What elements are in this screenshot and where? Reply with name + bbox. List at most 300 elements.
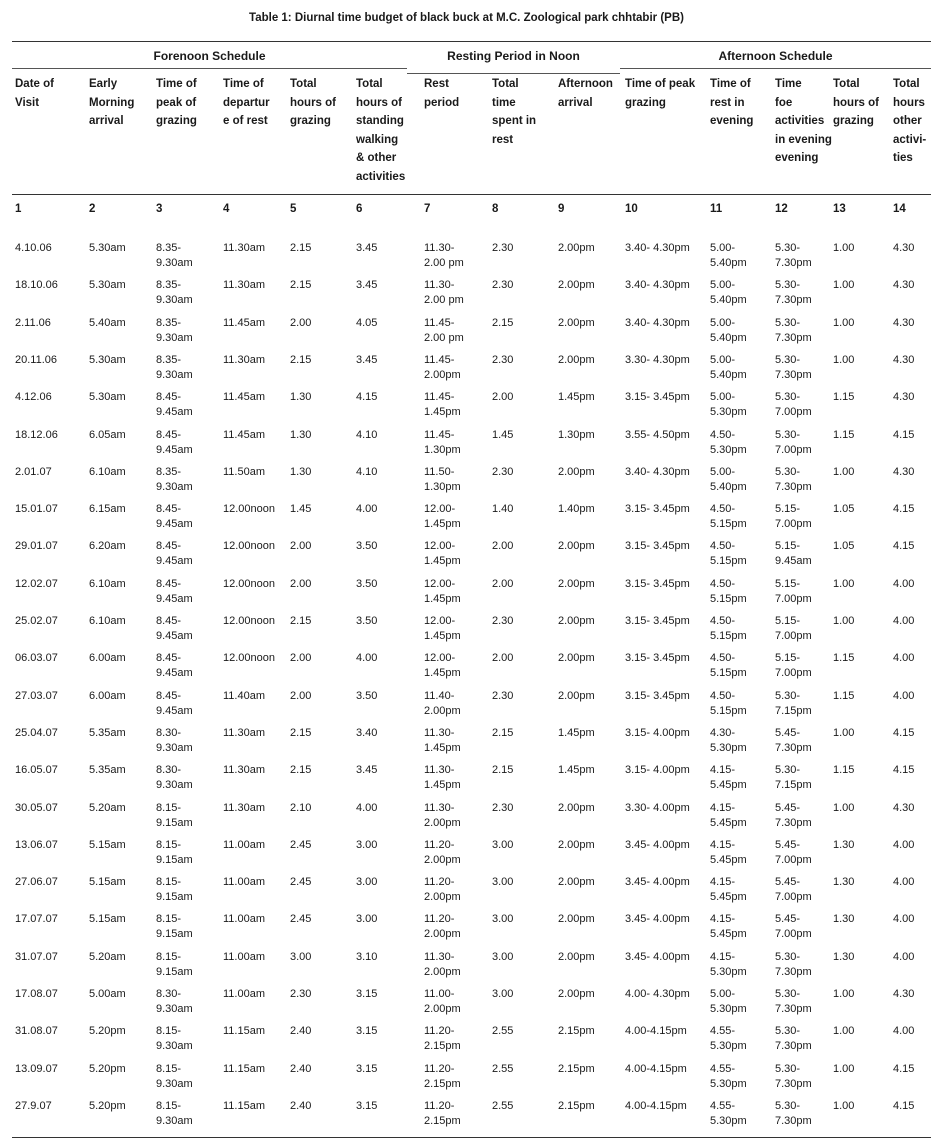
table-cell: 5.45- 7.00pm <box>775 913 812 941</box>
table-cell: 6.20am <box>89 540 126 553</box>
table-cell: 3.00 <box>492 988 514 1000</box>
column-header-line: grazing <box>625 96 666 109</box>
table-cell: 2.00pm <box>558 950 595 963</box>
table-cell: 5.30- 7.30pm <box>775 242 812 269</box>
table-cell: 3.40 <box>356 726 378 739</box>
table-cell: 1.00 <box>833 615 855 627</box>
table-cell: 4.30 <box>893 988 915 1000</box>
table-row <box>0 278 933 316</box>
table-cell: 1.30 <box>290 465 312 478</box>
table-cell: 3.00 <box>492 913 514 926</box>
table-cell: 20.11.06 <box>15 353 58 366</box>
table-cell: 8.15- 9.15am <box>156 876 193 904</box>
table-cell: 11.45am <box>223 428 265 441</box>
table-cell: 4.15 <box>893 726 915 739</box>
table-cell: 3.45- 4.00pm <box>625 950 690 963</box>
group-resting: Resting Period in Noon <box>447 49 580 63</box>
column-header-13 <box>833 75 879 131</box>
column-header-line: Early <box>89 78 118 90</box>
table-cell: 8.45- 9.45am <box>156 391 193 419</box>
table-cell: 4.00 <box>893 950 915 963</box>
column-number: 13 <box>833 203 846 215</box>
table-cell: 29.01.07 <box>15 540 58 553</box>
table-cell: 2.15 <box>290 726 312 739</box>
table-cell: 6.15am <box>89 503 126 516</box>
table-cell: 11.15am <box>223 1025 265 1038</box>
table-cell: 8.35- 9.30am <box>156 465 193 493</box>
table-cell: 5.00- 5.40pm <box>710 242 747 269</box>
table-cell: 2.00pm <box>558 838 595 851</box>
table-cell: 2.00pm <box>558 242 595 254</box>
table-cell: 8.45- 9.45am <box>156 503 193 531</box>
table-cell: 3.50 <box>356 540 378 553</box>
column-number: 1 <box>15 203 22 215</box>
column-number: 8 <box>492 203 499 215</box>
table-cell: 3.50 <box>356 577 378 590</box>
table-cell: 8.15- 9.30am <box>156 1062 193 1090</box>
table-cell: 4.15 <box>893 764 915 777</box>
table-cell: 5.00am <box>89 988 126 1000</box>
table-cell: 3.15 <box>356 1062 378 1075</box>
table-cell: 3.15- 4.00pm <box>625 764 690 777</box>
table-top-rule <box>12 41 931 42</box>
table-cell: 3.40- 4.30pm <box>625 242 690 254</box>
table-cell: 8.30- 9.30am <box>156 764 193 792</box>
table-cell: 2.30 <box>492 242 514 254</box>
column-header-line: Total <box>833 78 860 90</box>
table-cell: 27.06.07 <box>15 876 58 889</box>
table-cell: 5.30am <box>89 279 126 292</box>
table-cell: 11.15am <box>223 1099 265 1112</box>
table-cell: 5.15- 7.00pm <box>775 615 812 642</box>
column-header-line: peak of <box>156 96 197 109</box>
table-cell: 5.20am <box>89 801 126 814</box>
table-row <box>0 1099 933 1137</box>
table-cell: 5.35am <box>89 726 126 739</box>
table-cell: 2.15 <box>492 726 514 739</box>
table-cell: 25.04.07 <box>15 726 58 739</box>
table-cell: 6.00am <box>89 689 126 702</box>
table-cell: 2.00 <box>492 577 514 590</box>
table-cell: 5.40am <box>89 316 126 329</box>
table-cell: 2.00 <box>290 577 312 590</box>
column-header-line: arrival <box>558 96 593 109</box>
column-header-line: ties <box>893 152 913 164</box>
table-cell: 8.15- 9.30am <box>156 1099 193 1127</box>
column-header-line: rest <box>492 133 514 146</box>
table-cell: 11.30- 2.00pm <box>424 801 461 829</box>
header-bottom-rule <box>12 194 931 195</box>
table-cell: 1.00 <box>833 279 855 292</box>
table-cell: 3.00 <box>492 838 514 851</box>
table-cell: 1.00 <box>833 353 855 366</box>
table-cell: 8.45- 9.45am <box>156 689 193 717</box>
column-number: 3 <box>156 203 163 215</box>
group-afternoon: Afternoon Schedule <box>718 49 833 63</box>
table-cell: 11.20- 2.15pm <box>424 1099 461 1127</box>
table-cell: 12.00- 1.45pm <box>424 577 461 605</box>
table-cell: 3.00 <box>356 913 378 926</box>
table-cell: 17.07.07 <box>15 913 58 926</box>
column-header-line: Date of <box>15 78 54 90</box>
table-row <box>0 763 933 801</box>
table-cell: 4.50- 5.15pm <box>710 689 747 717</box>
table-cell: 3.50 <box>356 689 378 702</box>
table-cell: 11.20- 2.00pm <box>424 913 461 941</box>
table-cell: 8.30- 9.30am <box>156 988 193 1015</box>
table-cell: 4.00 <box>893 913 915 926</box>
column-header-line: hours of <box>290 96 336 109</box>
table-cell: 11.50am <box>223 465 265 478</box>
table-cell: 3.00 <box>356 838 378 851</box>
table-cell: 8.45- 9.45am <box>156 577 193 605</box>
table-cell: 3.30- 4.00pm <box>625 801 690 814</box>
table-cell: 2.30 <box>492 353 514 366</box>
table-cell: 3.15- 3.45pm <box>625 615 690 627</box>
table-cell: 4.00 <box>356 503 378 516</box>
table-cell: 4.50- 5.15pm <box>710 615 747 642</box>
table-cell: 5.30am <box>89 242 126 254</box>
table-cell: 5.45- 7.00pm <box>775 838 812 866</box>
column-header-line: hours of <box>833 96 879 109</box>
table-cell: 8.35- 9.30am <box>156 242 193 269</box>
table-cell: 8.30- 9.30am <box>156 726 193 754</box>
table-cell: 11.50- 1.30pm <box>424 465 461 493</box>
table-cell: 27.03.07 <box>15 689 58 702</box>
table-cell: 11.20- 2.00pm <box>424 838 461 866</box>
column-header-line: spent in <box>492 115 537 127</box>
table-cell: 1.00 <box>833 1099 855 1112</box>
column-header-line: foe <box>775 96 793 109</box>
table-cell: 6.10am <box>89 465 126 478</box>
table-cell: 11.30- 1.45pm <box>424 726 461 754</box>
table-cell: 11.30- 2.00pm <box>424 950 461 978</box>
table-cell: 8.35- 9.30am <box>156 353 193 381</box>
table-cell: 1.00 <box>833 316 855 329</box>
table-cell: 2.55 <box>492 1025 514 1038</box>
table-cell: 5.00- 5.40pm <box>710 353 747 381</box>
column-header-2 <box>89 75 134 131</box>
table-cell: 4.00 <box>356 652 378 665</box>
table-cell: 4.15 <box>356 391 378 404</box>
table-cell: 2.00 <box>290 316 312 329</box>
table-cell: 2.00pm <box>558 279 595 292</box>
table-cell: 5.30am <box>89 391 126 404</box>
column-number: 9 <box>558 203 565 215</box>
column-header-1 <box>15 75 54 112</box>
table-cell: 4.30 <box>893 391 915 404</box>
table-row <box>0 465 933 503</box>
table-cell: 4.55- 5.30pm <box>710 1099 747 1127</box>
table-cell: 5.15am <box>89 838 126 851</box>
table-cell: 5.20pm <box>89 1099 126 1112</box>
table-row <box>0 912 933 950</box>
table-cell: 3.15- 3.45pm <box>625 503 690 516</box>
table-row <box>0 950 933 988</box>
table-cell: 3.00 <box>356 876 378 889</box>
table-cell: 5.30- 7.30pm <box>775 1025 812 1053</box>
table-cell: 4.30 <box>893 465 915 478</box>
table-cell: 4.00 <box>893 652 915 665</box>
table-cell: 3.15 <box>356 1099 378 1112</box>
table-cell: 5.45- 7.00pm <box>775 876 812 904</box>
table-row <box>0 689 933 727</box>
table-cell: 8.45- 9.45am <box>156 615 193 642</box>
table-cell: 6.05am <box>89 428 126 441</box>
table-cell: 2.15 <box>492 764 514 777</box>
table-cell: 1.00 <box>833 1062 855 1075</box>
table-cell: 5.00- 5.30pm <box>710 391 747 419</box>
table-row <box>0 838 933 876</box>
table-cell: 2.15 <box>290 353 312 366</box>
table-row <box>0 316 933 354</box>
table-row <box>0 726 933 764</box>
table-cell: 4.30 <box>893 279 915 292</box>
table-cell: 2.00 <box>290 652 312 665</box>
table-cell: 1.30 <box>833 838 855 851</box>
table-cell: 2.00pm <box>558 353 595 366</box>
table-cell: 4.10.06 <box>15 242 52 254</box>
table-cell: 1.05 <box>833 540 855 553</box>
table-cell: 5.15- 7.00pm <box>775 652 812 680</box>
table-cell: 11.45- 2.00pm <box>424 353 461 381</box>
table-cell: 4.00-4.15pm <box>625 1025 687 1038</box>
table-cell: 2.00pm <box>558 540 595 553</box>
table-row <box>0 1024 933 1062</box>
table-cell: 5.30- 7.30pm <box>775 1099 812 1127</box>
column-header-line: grazing <box>156 115 197 127</box>
table-cell: 4.15- 5.45pm <box>710 764 747 792</box>
table-cell: 4.10 <box>356 465 378 478</box>
table-cell: 4.00- 4.30pm <box>625 988 690 1000</box>
table-cell: 2.15pm <box>558 1099 595 1112</box>
table-cell: 3.15- 3.45pm <box>625 652 690 665</box>
table-cell: 8.45- 9.45am <box>156 540 193 568</box>
table-cell: 4.15- 5.45pm <box>710 801 747 829</box>
table-cell: 4.50- 5.15pm <box>710 503 747 531</box>
table-cell: 12.02.07 <box>15 577 58 590</box>
column-header-6 <box>356 75 405 186</box>
table-cell: 1.00 <box>833 577 855 590</box>
column-header-4 <box>223 75 270 131</box>
table-cell: 8.15- 9.15am <box>156 950 193 978</box>
table-cell: 2.15pm <box>558 1025 595 1038</box>
table-cell: 13.06.07 <box>15 838 58 851</box>
table-cell: 18.12.06 <box>15 428 58 441</box>
table-cell: 1.00 <box>833 465 855 478</box>
table-cell: 4.30 <box>893 316 915 329</box>
table-cell: 12.00noon <box>223 615 275 627</box>
table-cell: 1.40pm <box>558 503 595 516</box>
table-cell: 12.00noon <box>223 540 275 553</box>
table-cell: 4.50- 5.30pm <box>710 428 747 456</box>
table-cell: 11.45am <box>223 391 265 404</box>
table-cell: 4.05 <box>356 316 378 329</box>
table-cell: 5.30- 7.30pm <box>775 465 812 493</box>
table-cell: 5.20am <box>89 950 126 963</box>
table-cell: 11.30am <box>223 726 265 739</box>
column-header-line: arrival <box>89 115 124 127</box>
table-cell: 2.00pm <box>558 913 595 926</box>
column-number: 11 <box>710 203 723 215</box>
column-header-10 <box>625 75 695 112</box>
table-cell: 12.00- 1.45pm <box>424 503 461 531</box>
column-header-5 <box>290 75 336 131</box>
table-cell: 8.15- 9.15am <box>156 801 193 829</box>
table-row <box>0 614 933 652</box>
table-cell: 11.45- 1.45pm <box>424 391 461 419</box>
table-cell: 2.40 <box>290 1099 312 1112</box>
table-cell: 4.15 <box>893 1062 915 1075</box>
column-header-line: activi- <box>893 133 927 146</box>
table-cell: 2.01.07 <box>15 465 52 478</box>
column-header-line: evening <box>710 115 754 127</box>
table-cell: 3.45- 4.00pm <box>625 913 690 926</box>
table-cell: 2.00pm <box>558 988 595 1000</box>
column-header-line: hours <box>893 96 925 109</box>
table-cell: 2.15 <box>290 279 312 292</box>
table-cell: 3.40- 4.30pm <box>625 465 690 478</box>
table-cell: 11.30am <box>223 764 265 777</box>
table-cell: 11.40am <box>223 689 265 702</box>
table-cell: 4.00 <box>893 689 915 702</box>
table-cell: 8.45- 9.45am <box>156 652 193 680</box>
table-cell: 2.00pm <box>558 689 595 702</box>
table-cell: 2.00pm <box>558 652 595 665</box>
table-cell: 2.30 <box>492 279 514 292</box>
table-cell: 5.30- 7.30pm <box>775 950 812 978</box>
table-cell: 5.45- 7.30pm <box>775 726 812 754</box>
column-header-line: evening <box>775 152 819 164</box>
column-header-line: Time of <box>156 78 197 90</box>
table-cell: 1.00 <box>833 988 855 1000</box>
table-cell: 3.15- 3.45pm <box>625 577 690 590</box>
table-cell: 2.45 <box>290 838 312 851</box>
table-cell: 13.09.07 <box>15 1062 58 1075</box>
table-cell: 4.00 <box>893 838 915 851</box>
table-cell: 3.00 <box>492 950 514 963</box>
table-row <box>0 390 933 428</box>
table-cell: 1.45pm <box>558 764 595 777</box>
column-number: 7 <box>424 203 431 215</box>
table-cell: 2.15 <box>290 242 312 254</box>
table-cell: 11.20- 2.15pm <box>424 1025 461 1053</box>
table-cell: 1.45pm <box>558 391 595 404</box>
table-cell: 17.08.07 <box>15 988 58 1000</box>
table-cell: 3.15 <box>356 1025 378 1038</box>
column-header-line: e of rest <box>223 115 268 127</box>
table-cell: 4.15- 5.45pm <box>710 876 747 904</box>
table-cell: 4.50- 5.15pm <box>710 652 747 680</box>
table-cell: 2.45 <box>290 913 312 926</box>
table-cell: 6.10am <box>89 615 126 627</box>
table-cell: 2.00pm <box>558 801 595 814</box>
table-cell: 16.05.07 <box>15 764 58 777</box>
table-cell: 1.30 <box>833 876 855 889</box>
table-cell: 8.35- 9.30am <box>156 316 193 344</box>
table-cell: 15.01.07 <box>15 503 58 516</box>
table-cell: 06.03.07 <box>15 652 58 665</box>
table-row <box>0 353 933 391</box>
table-cell: 3.30- 4.30pm <box>625 353 690 366</box>
table-cell: 4.15 <box>893 540 915 553</box>
table-cell: 5.00- 5.40pm <box>710 279 747 307</box>
table-cell: 5.00- 5.40pm <box>710 465 747 493</box>
table-cell: 11.00am <box>223 988 265 1000</box>
table-cell: 5.30am <box>89 353 126 366</box>
column-header-9 <box>558 75 613 112</box>
table-cell: 31.08.07 <box>15 1025 58 1038</box>
table-cell: 2.15 <box>492 316 514 329</box>
table-cell: 12.00noon <box>223 652 275 665</box>
table-cell: 1.00 <box>833 726 855 739</box>
table-cell: 6.00am <box>89 652 126 665</box>
table-cell: 4.00 <box>356 801 378 814</box>
table-cell: 2.00 <box>492 652 514 665</box>
table-cell: 1.00 <box>833 242 855 254</box>
group-forenoon: Forenoon Schedule <box>153 49 266 63</box>
table-row <box>0 539 933 577</box>
table-cell: 3.40- 4.30pm <box>625 316 690 329</box>
column-header-line: Time of <box>223 78 264 90</box>
table-cell: 11.30am <box>223 801 265 814</box>
table-cell: 5.20pm <box>89 1025 126 1038</box>
table-cell: 11.00- 2.00pm <box>424 988 461 1015</box>
afternoon-group-rule <box>620 68 931 69</box>
table-cell: 2.40 <box>290 1062 312 1075</box>
table-cell: 2.10 <box>290 801 312 814</box>
table-cell: 2.15pm <box>558 1062 595 1075</box>
table-cell: 5.30- 7.30pm <box>775 316 812 344</box>
column-number: 12 <box>775 203 788 215</box>
table-cell: 4.30 <box>893 242 915 254</box>
table-cell: 2.00 <box>290 540 312 553</box>
column-number: 10 <box>625 203 638 215</box>
table-cell: 3.45 <box>356 764 378 777</box>
table-cell: 2.15 <box>290 615 312 627</box>
table-cell: 2.30 <box>290 988 312 1000</box>
table-cell: 1.30 <box>833 913 855 926</box>
table-cell: 3.45 <box>356 242 378 254</box>
table-cell: 5.35am <box>89 764 126 777</box>
column-header-line: rest in <box>710 96 745 109</box>
table-cell: 3.45- 4.00pm <box>625 838 690 851</box>
table-row <box>0 987 933 1025</box>
table-cell: 12.00noon <box>223 503 275 516</box>
table-cell: 5.30- 7.15pm <box>775 764 812 792</box>
table-cell: 5.30- 7.00pm <box>775 391 812 419</box>
table-cell: 1.15 <box>833 764 855 777</box>
table-cell: 3.15- 3.45pm <box>625 540 690 553</box>
table-cell: 3.50 <box>356 615 378 627</box>
table-cell: 3.45 <box>356 279 378 292</box>
table-cell: 3.15- 3.45pm <box>625 689 690 702</box>
table-cell: 5.30- 7.30pm <box>775 988 812 1015</box>
table-cell: 5.15- 7.00pm <box>775 577 812 605</box>
table-cell: 2.30 <box>492 689 514 702</box>
table-cell: 5.00- 5.30pm <box>710 988 747 1015</box>
table-cell: 2.30 <box>492 615 514 627</box>
column-header-line: Total <box>356 78 383 90</box>
table-cell: 18.10.06 <box>15 279 58 292</box>
column-header-line: walking <box>356 133 399 146</box>
table-cell: 4.00 <box>893 876 915 889</box>
column-header-line: departur <box>223 96 270 109</box>
table-cell: 11.30- 2.00 pm <box>424 242 464 269</box>
table-cell: 1.45 <box>290 503 312 516</box>
table-cell: 4.30- 5.30pm <box>710 726 747 754</box>
table-cell: 5.30- 7.15pm <box>775 689 812 717</box>
